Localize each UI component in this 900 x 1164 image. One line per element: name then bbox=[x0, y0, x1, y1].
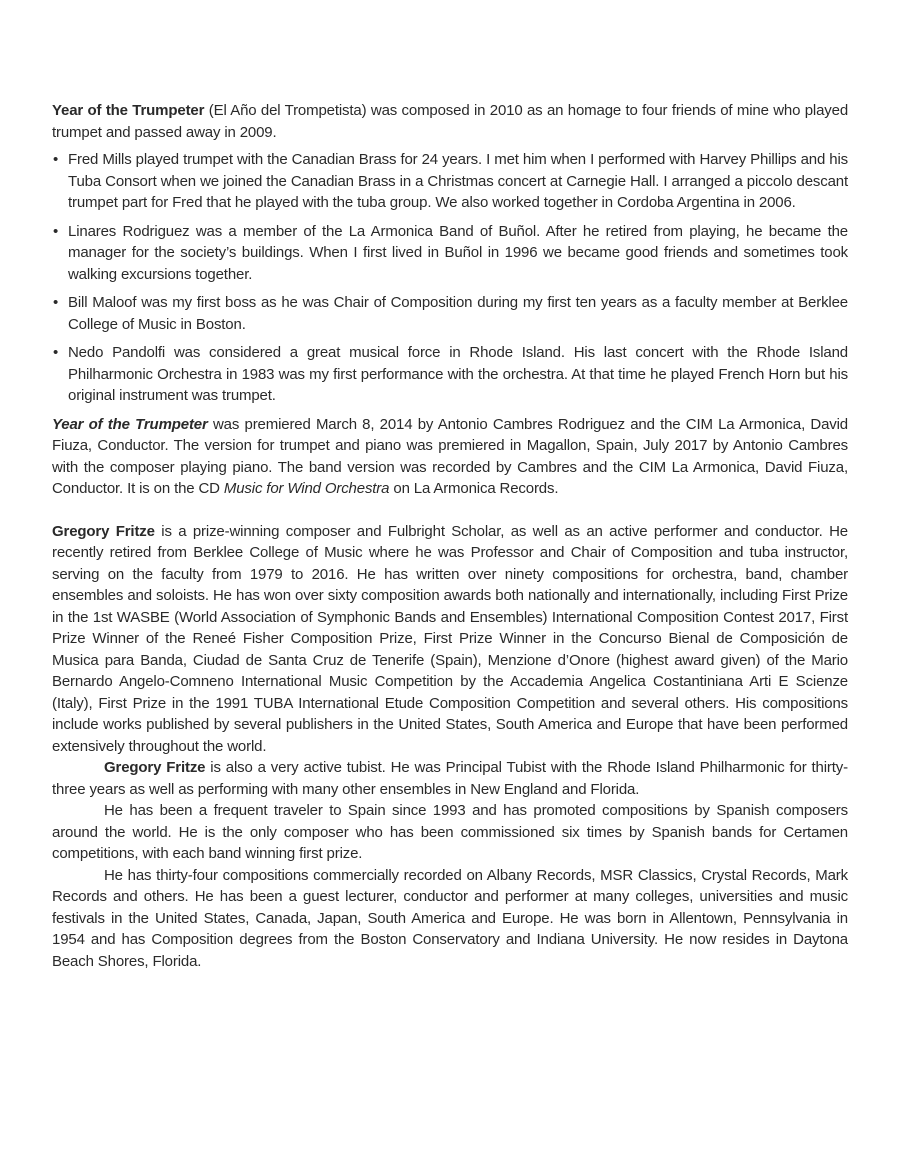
bio-paragraph-3: He has been a frequent traveler to Spain since 1993 and has promoted compositions by Spanish composers around the world. He is the only composer who has been commissioned six times by Spanish bands for Certamen competitions, with each band winning first prize. bbox=[52, 802, 848, 862]
bio-text-1: is a prize-winning composer and Fulbright Scholar, as well as an active performer and conductor. He recently retired from Berklee College of Music where he was Professor and Chair of Composition and tuba instructor, serving on the faculty from 1979 to 2016. He has written over ninety compositions for orchestra, band, chamber ensembles and soloists. He has won over sixty composition awards both nationally and internationally, including First Prize in the 1st WASBE (World Association of Symphonic Bands and Ensembles) International Composition Contest 2017, First Prize Winner of the Reneé Fisher Composition Prize, First Prize Winner in the Concurso Bienal de Composición de Musica para Banda, Ciudad de Santa Cruz de Tenerife (Spain), Menzione d’Onore (highest award given) of the Mario Bernardo Angelo-Comneno International Music Competition by the Accademia Angelica Costantiniana Arti E Scienze (Italy), First Prize in the 1991 TUBA International Etude Composition Competition and several others. His compositions include works published by several publishers in the United States, South America and Europe that have been performed extensively throughout the world. bbox=[52, 522, 848, 755]
section-spacer bbox=[52, 500, 848, 521]
bullet-icon: • bbox=[53, 222, 59, 240]
list-item-text: Fred Mills played trumpet with the Canadian Brass for 24 years. I met him when I performed with Harvey Phillips and his Tuba Consort when we joined the Canadian Brass in a Christmas concert at Carnegie Hall. I arranged a piccolo descant trumpet part for Fred that he played with the tuba group. We also worked together in Cordoba Argentina in 2006. bbox=[68, 151, 848, 211]
bio-paragraph-1 bbox=[52, 521, 848, 758]
composer-name-2: Gregory Fritze bbox=[104, 759, 206, 776]
list-item bbox=[52, 342, 848, 407]
friends-list bbox=[52, 149, 848, 407]
bio-paragraph-4: He has thirty-four compositions commercially recorded on Albany Records, MSR Classics, Crystal Records, Mark Records and others. He has been a guest lecturer, conductor and performer at many colleges, universities and music festivals in the United States, Canada, Japan, South America and Europe. He was born in Allentown, Pennsylvania in 1954 and has Composition degrees from the Boston Conservatory and Indiana University. He now resides in Daytona Beach Shores, Florida. bbox=[52, 866, 848, 970]
document-page bbox=[52, 100, 848, 972]
composer-name: Gregory Fritze bbox=[52, 522, 155, 540]
work-title-premiere: Year of the Trumpeter bbox=[52, 415, 208, 433]
bio-text-2: is also a very active tubist. He was Principal Tubist with the Rhode Island Philharmonic for thirty-three years as well as performing with many other ensembles in New England and Florida. bbox=[52, 759, 848, 798]
list-item-text: Nedo Pandolfi was considered a great musical force in Rhode Island. His last concert with the Rhode Island Philharmonic Orchestra in 1983 was my first performance with the orchestra. At that time he played French Horn but his original instrument was trumpet. bbox=[68, 344, 848, 404]
intro-text: (El Año del Trompetista) was composed in 2010 as an homage to four friends of mine who played trumpet and passed away in 2009. bbox=[52, 102, 849, 141]
bio-paragraph-2 bbox=[52, 757, 848, 800]
bullet-icon: • bbox=[53, 151, 59, 168]
list-item-text: Linares Rodriguez was a member of the La Armonica Band of Buñol. After he retired from playing, he became the manager for the society’s buildings. When I first lived in Buñol in 1996 we became good friends and sometimes took walking excursions together. bbox=[68, 222, 848, 283]
list-item bbox=[52, 292, 848, 335]
premiere-text-b: on La Armonica Records. bbox=[389, 480, 559, 497]
list-item bbox=[52, 149, 848, 214]
work-title: Year of the Trumpeter bbox=[52, 102, 205, 119]
cd-title: Music for Wind Orchestra bbox=[223, 480, 390, 497]
bullet-icon: • bbox=[53, 344, 59, 361]
list-item-text: Bill Maloof was my first boss as he was Chair of Composition during my first ten years as a faculty member at Berklee College of Music in Boston. bbox=[68, 294, 848, 333]
list-item bbox=[52, 221, 848, 286]
intro-paragraph bbox=[52, 100, 848, 143]
premiere-paragraph bbox=[52, 414, 848, 500]
bullet-icon: • bbox=[53, 294, 59, 311]
premiere-text-a: was premiered March 8, 2014 by Antonio Cambres Rodriguez and the CIM La Armonica, David Fiuza, Conductor. The version for trumpet and piano was premiered in Magallon, Spain, July 2017 by Antonio Cambres with the composer playing piano. The band version was recorded by Cambres and the CIM La Armonica, David Fiuza, Conductor. It is on the CD bbox=[52, 415, 848, 497]
